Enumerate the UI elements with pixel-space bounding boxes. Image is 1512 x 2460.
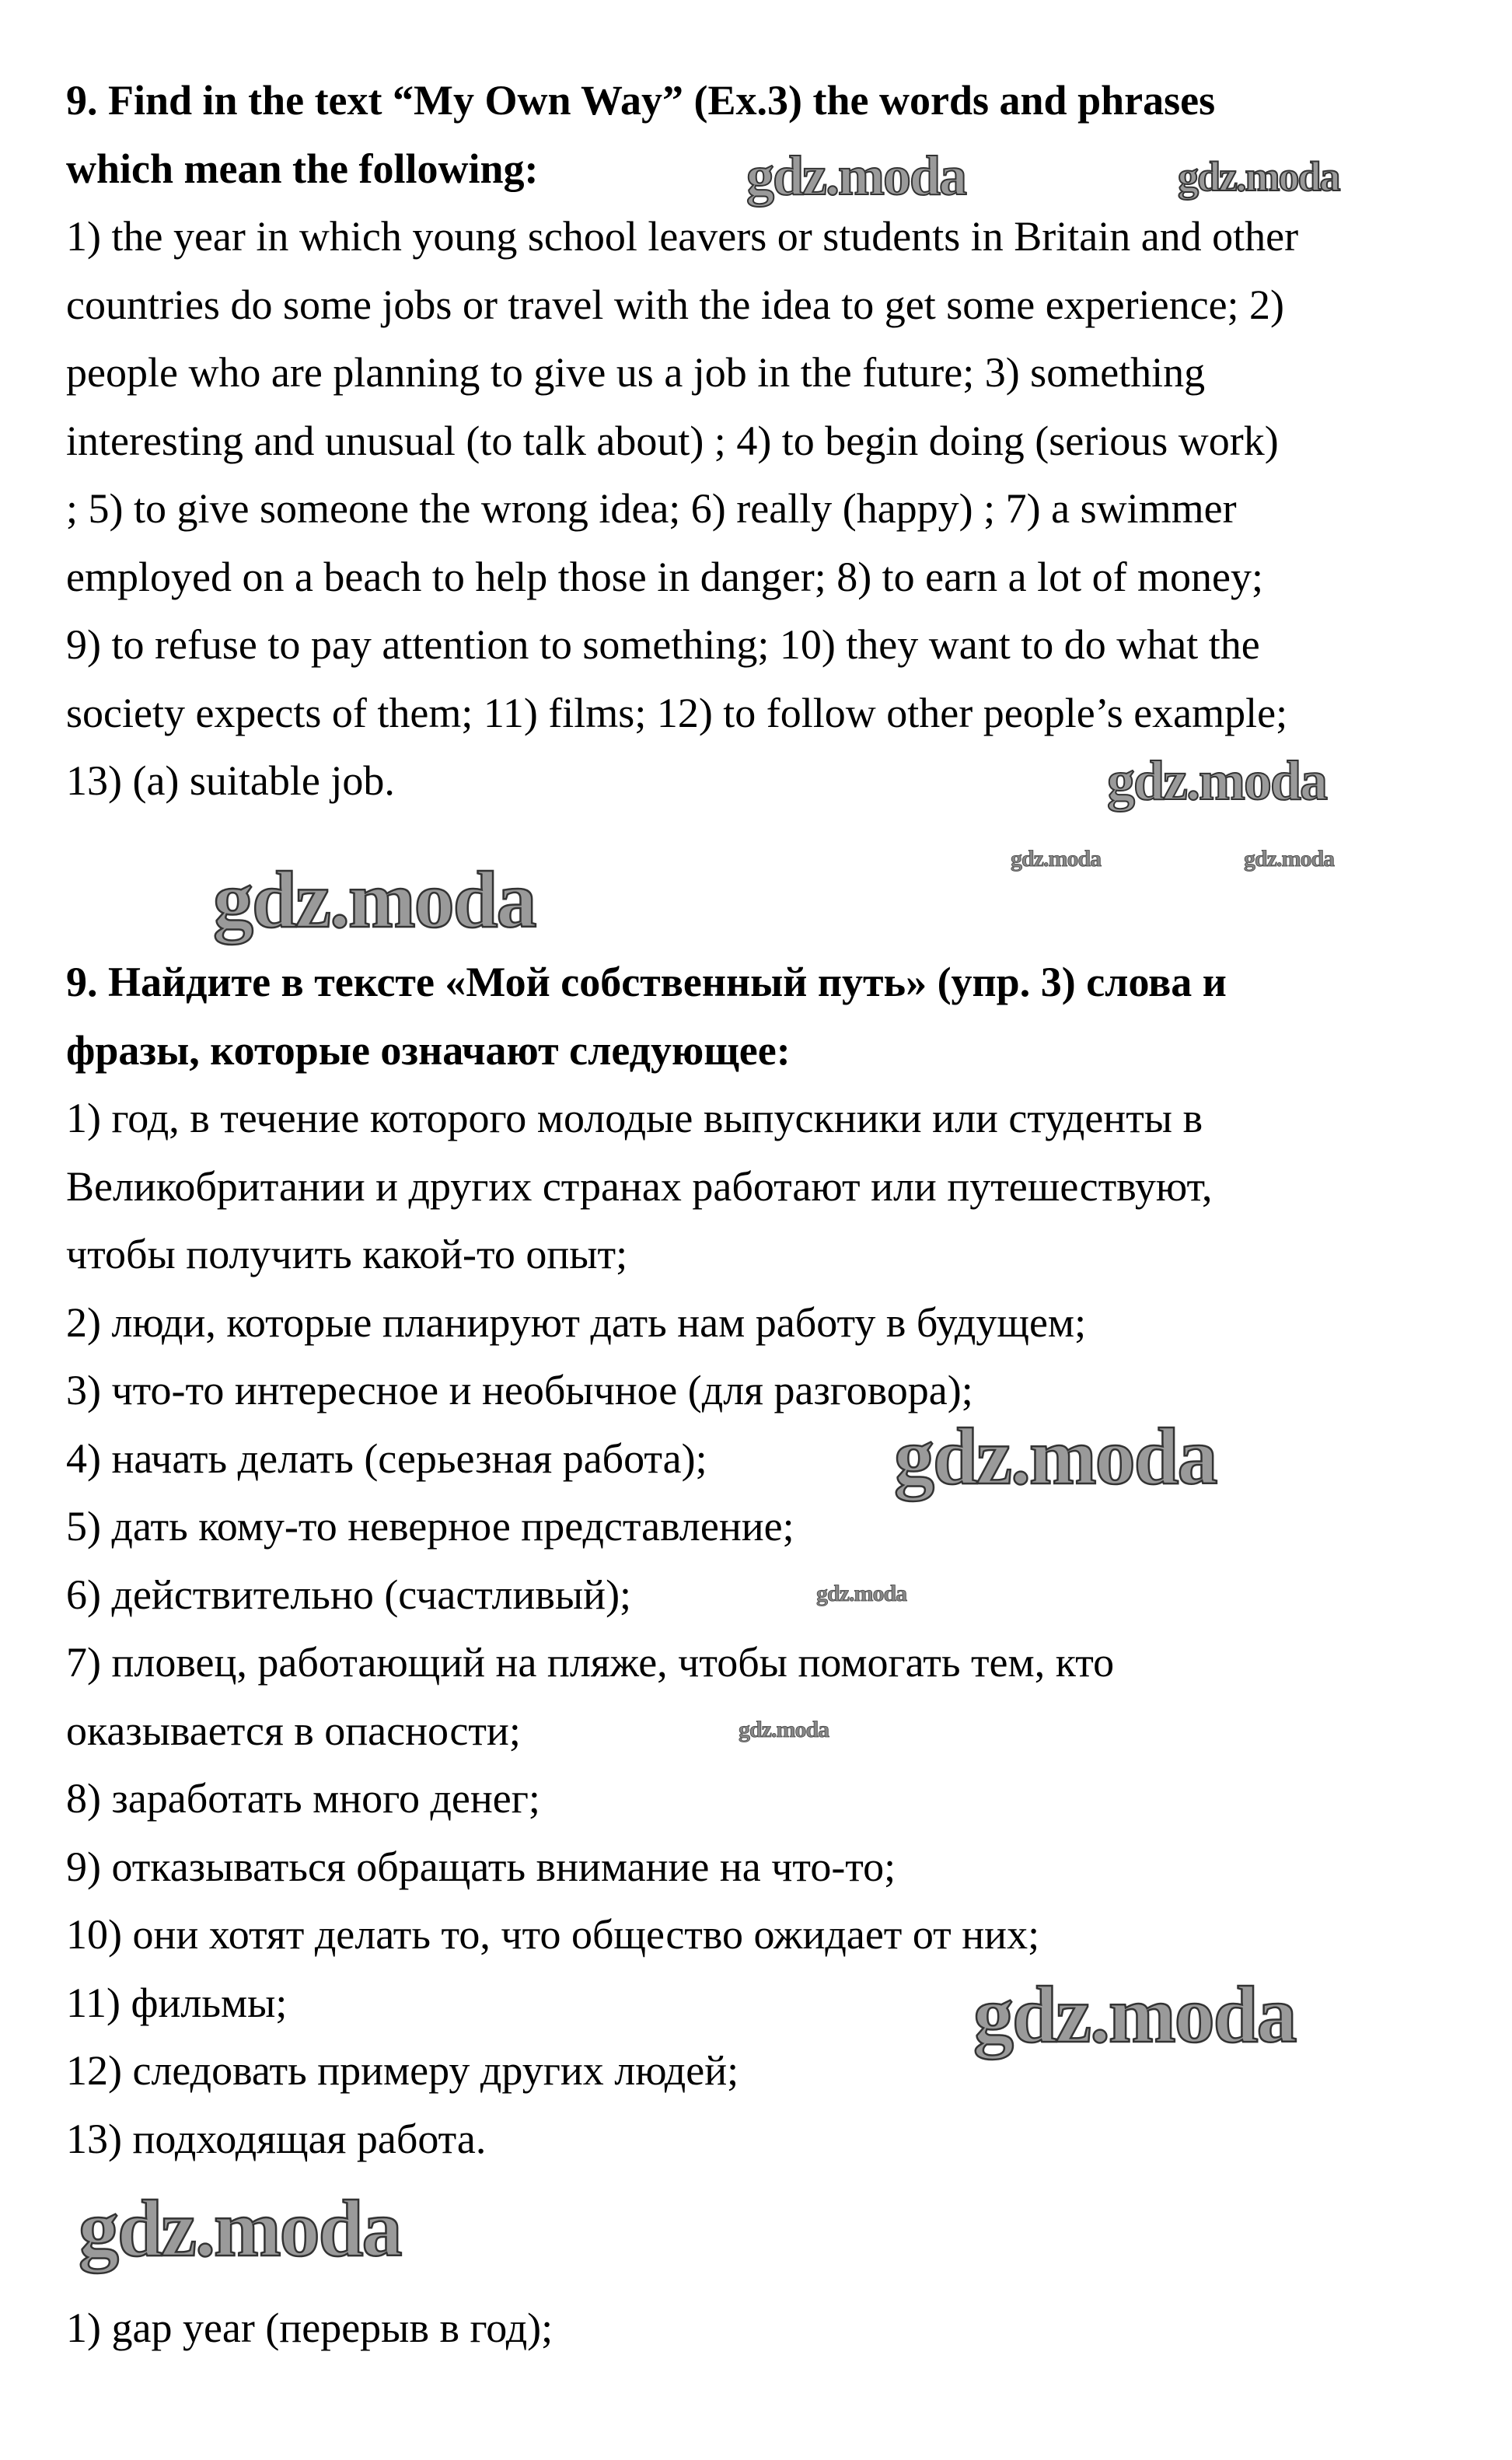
russian-body-line: 10) они хотят делать то, что общество ожидает от них; <box>66 1911 1040 1958</box>
english-heading-line: which mean the following: <box>66 145 539 192</box>
watermark: gdz.moda <box>1107 750 1327 812</box>
watermark: gdz.moda <box>1244 846 1335 872</box>
english-body-line: interesting and unusual (to talk about) ; 4) to begin doing (serious work) <box>66 417 1279 464</box>
russian-body-line: чтобы получить какой-то опыт; <box>66 1231 628 1277</box>
english-body-line: people who are planning to give us a job in the future; 3) something <box>66 349 1206 396</box>
watermark: gdz.moda <box>1178 153 1339 200</box>
english-body-line: society expects of them; 11) films; 12) to follow other people’s example; <box>66 689 1288 736</box>
watermark: gdz.moda <box>213 855 536 945</box>
russian-body-line: 12) следовать примеру других людей; <box>66 2047 739 2094</box>
english-body-line: employed on a beach to help those in danger; 8) to earn a lot of money; <box>66 553 1264 600</box>
russian-body-line: 3) что-то интересное и необычное (для разговора); <box>66 1367 973 1413</box>
watermark: gdz.moda <box>746 145 966 207</box>
russian-body-line: 6) действительно (счастливый); <box>66 1571 632 1618</box>
russian-body-line: 5) дать кому-то неверное представление; <box>66 1503 794 1550</box>
russian-body-line: 1) год, в течение которого молодые выпускники или студенты в <box>66 1095 1203 1141</box>
english-body-line: 9) to refuse to pay attention to something; 10) they want to do what the <box>66 621 1260 668</box>
russian-body-line: 2) люди, которые планируют дать нам работу в будущем; <box>66 1298 1087 1346</box>
english-body-line: countries do some jobs or travel with the idea to get some experience; 2) <box>66 281 1285 328</box>
answer-section <box>66 2294 1496 2363</box>
russian-body-line: 4) начать делать (серьезная работа); <box>66 1434 707 1482</box>
russian-body-line: 9) отказываться обращать внимание на что-то; <box>66 1843 896 1890</box>
russian-heading-line: 9. Найдите в тексте «Мой собственный путь» (упр. 3) слова и <box>66 959 1227 1005</box>
watermark: gdz.moda <box>894 1412 1217 1501</box>
russian-body-line: 7) пловец, работающий на пляже, чтобы помогать тем, кто <box>66 1639 1115 1686</box>
russian-heading-line: фразы, которые означают следующее: <box>66 1026 791 1074</box>
english-heading-line: 9. Find in the text “My Own Way” (Ex.3) the words and phrases <box>66 77 1216 124</box>
answer-line: 1) gap year (перерыв в год); <box>66 2305 553 2351</box>
russian-body-line: 11) фильмы; <box>66 1979 288 2026</box>
russian-body-line: 8) заработать много денег; <box>66 1775 540 1822</box>
watermark: gdz.moda <box>1011 846 1102 872</box>
english-body-line: 13) (a) suitable job. <box>66 757 395 804</box>
watermark: gdz.moda <box>739 1717 829 1742</box>
russian-body-line: оказывается в опасности; <box>66 1707 521 1754</box>
english-body-line: 1) the year in which young school leavers or students in Britain and other <box>66 213 1299 260</box>
russian-body-line: 13) подходящая работа. <box>66 2115 487 2162</box>
russian-body-line: Великобритании и других странах работают или путешествуют, <box>66 1162 1213 1210</box>
watermark: gdz.moda <box>973 1970 1296 2060</box>
english-body-line: ; 5) to give someone the wrong idea; 6) really (happy) ; 7) a swimmer <box>66 485 1237 532</box>
watermark: gdz.moda <box>816 1581 907 1606</box>
watermark: gdz.moda <box>79 2184 401 2273</box>
